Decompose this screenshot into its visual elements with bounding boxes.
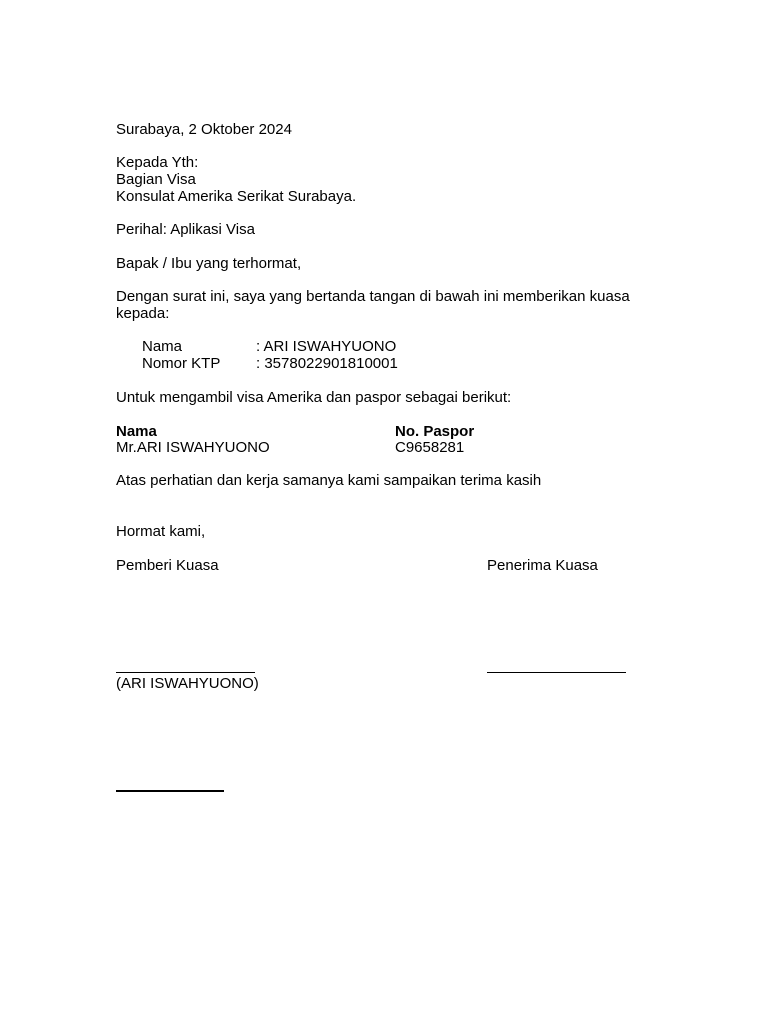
receiver-signature-line bbox=[487, 672, 626, 673]
giver-signature-line bbox=[116, 672, 255, 673]
proxy-ktp-label: Nomor KTP bbox=[142, 355, 221, 372]
table-header-name: Nama bbox=[116, 423, 157, 440]
footer-rule bbox=[116, 790, 224, 792]
regards-line: Hormat kami, bbox=[116, 523, 206, 540]
subject-line: Perihal: Aplikasi Visa bbox=[116, 221, 255, 238]
closing-line: Atas perhatian dan kerja samanya kami sampaikan terima kasih bbox=[116, 472, 542, 489]
giver-label: Pemberi Kuasa bbox=[116, 557, 219, 574]
recipient-line-1: Kepada Yth: bbox=[116, 154, 199, 171]
recipient-line-2: Bagian Visa bbox=[116, 171, 196, 188]
proxy-name-value: : ARI ISWAHYUONO bbox=[256, 338, 397, 355]
purpose-line: Untuk mengambil visa Amerika dan paspor sebagai berikut: bbox=[116, 389, 512, 406]
proxy-name-label: Nama bbox=[142, 338, 183, 355]
proxy-ktp-value: : 3578022901810001 bbox=[256, 355, 398, 372]
salutation: Bapak / Ibu yang terhormat, bbox=[116, 255, 302, 272]
recipient-line-3: Konsulat Amerika Serikat Surabaya. bbox=[116, 188, 357, 205]
giver-name: (ARI ISWAHYUONO) bbox=[116, 675, 259, 692]
place-date: Surabaya, 2 Oktober 2024 bbox=[116, 121, 292, 138]
table-header-passport: No. Paspor bbox=[395, 423, 475, 440]
intro-line-1: Dengan surat ini, saya yang bertanda tangan di bawah ini memberikan kuasa bbox=[116, 288, 630, 305]
table-row-name: Mr.ARI ISWAHYUONO bbox=[116, 439, 270, 456]
receiver-label: Penerima Kuasa bbox=[487, 557, 598, 574]
intro-line-2: kepada: bbox=[116, 305, 170, 322]
table-row-passport: C9658281 bbox=[395, 439, 465, 456]
